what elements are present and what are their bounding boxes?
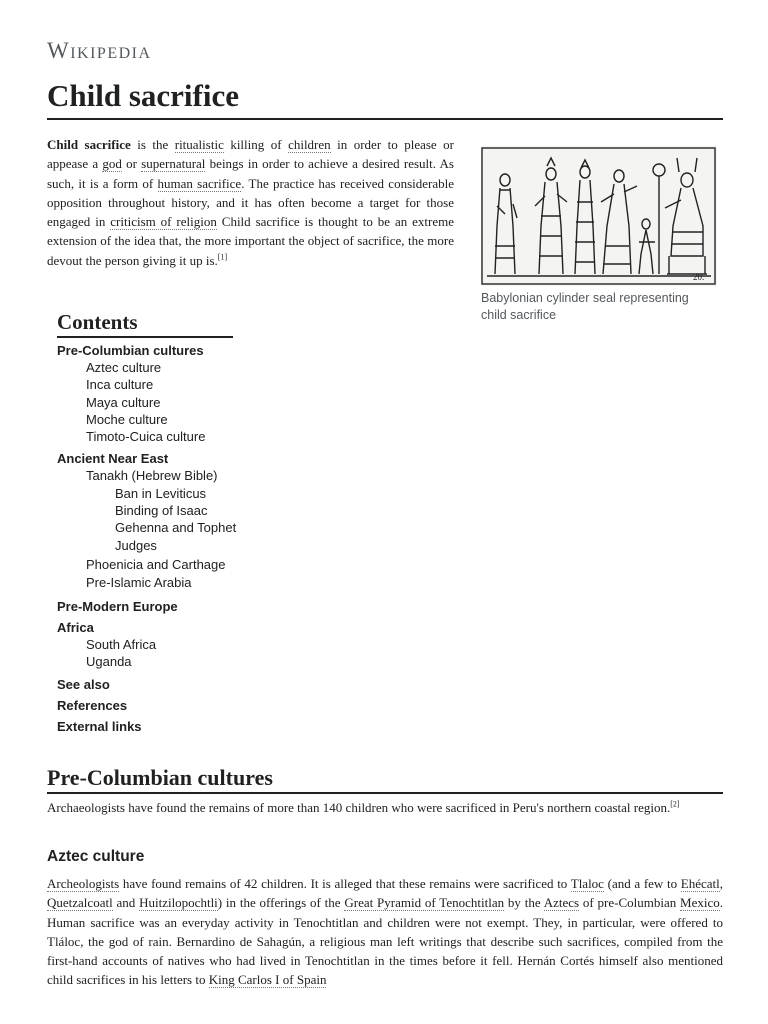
link-human-sacrifice[interactable]: human sacrifice — [157, 175, 242, 191]
toc-item-pre-islamic-arabia[interactable]: Pre-Islamic Arabia — [86, 575, 192, 591]
toc-item-pre-columbian-cultures[interactable]: Pre-Columbian cultures — [57, 343, 204, 358]
link-children[interactable]: children — [288, 137, 331, 152]
toc-item-timoto-cuica-culture[interactable]: Timoto-Cuica culture — [86, 429, 206, 445]
link-quetzalcoatl[interactable]: Quetzalcoatl — [47, 895, 113, 911]
toc-item-references[interactable]: References — [57, 698, 128, 714]
section-heading-pre-columbian-cultures: Pre-Columbian cultures — [47, 764, 723, 794]
toc-item-africa[interactable]: Africa — [57, 619, 94, 635]
link-ritualistic[interactable]: ritualistic — [174, 137, 224, 152]
intro-paragraph: Child sacrifice is the ritualistic killing of children in order to please or appease a god or supernatural beings in order to achieve a desired result. As such, it is a form of human sacrifice. The practice has received considerable opposition throughout history, and it has often become a target for those engaged in criticism of religion Child sacrifice is thought to be an extreme extension of the idea that, the more important the object of sacrifice, the more devout the person giving it up is.[1] — [47, 137, 455, 268]
figure-caption: Babylonian cylinder seal representing child sacrifice — [481, 291, 689, 322]
figure — [481, 146, 717, 324]
link-aztecs[interactable]: Aztecs — [543, 895, 580, 911]
toc-item-uganda[interactable]: Uganda — [86, 653, 132, 669]
toc-item-south-africa[interactable]: South Africa — [86, 636, 157, 652]
link-ehecatl[interactable]: Ehécatl — [680, 876, 720, 891]
link-huitzilopochtli[interactable]: Huitzilopochtli — [139, 895, 218, 911]
link-mexico[interactable]: Mexico — [680, 895, 720, 911]
toc-item-ancient-near-east[interactable]: Ancient Near East — [57, 451, 169, 467]
toc-item-moche-culture[interactable]: Moche culture — [86, 411, 168, 427]
toc-title: Contents — [57, 310, 233, 338]
link-great-pyramid-of-tenochtitlan[interactable]: Great Pyramid of Tenochtitlan — [344, 895, 505, 911]
toc-item-external-links[interactable]: External links — [57, 719, 142, 735]
link-god[interactable]: god — [102, 156, 122, 172]
toc-item-ban-in-leviticus[interactable]: Ban in Leviticus — [115, 485, 207, 501]
toc-item-judges[interactable]: Judges — [115, 537, 157, 553]
link-archeologists[interactable]: Archeologists — [47, 876, 120, 891]
link-supernatural[interactable]: supernatural — [141, 156, 206, 172]
toc-item-inca-culture[interactable]: Inca culture — [86, 377, 154, 393]
toc-item-binding-of-isaac[interactable]: Binding of Isaac — [115, 503, 208, 519]
toc-item-tanakh[interactable]: Tanakh (Hebrew Bible) — [86, 468, 218, 484]
reference-2[interactable]: [2] — [670, 799, 680, 809]
link-tlaloc[interactable]: Tlaloc — [570, 876, 604, 891]
toc-item-maya-culture[interactable]: Maya culture — [86, 394, 161, 410]
cylinder-seal-image[interactable] — [481, 146, 717, 286]
table-of-contents — [57, 310, 297, 735]
artist-mark: 20. — [693, 272, 705, 282]
page-title: Child sacrifice — [47, 74, 723, 120]
pre-columbian-paragraph: Archaeologists have found the remains of more than 140 children who were sacrificed in Peru's northern coastal region.[2] — [47, 799, 680, 815]
wikipedia-wordmark[interactable]: Wikipedia — [47, 38, 152, 63]
toc-item-see-also[interactable]: See also — [57, 677, 110, 693]
toc-item-aztec-culture[interactable]: Aztec culture — [86, 360, 162, 375]
link-criticism-of-religion[interactable]: criticism of religion — [110, 214, 217, 230]
bold-term: Child sacrifice — [47, 137, 131, 152]
link-king-carlos-i-of-spain[interactable]: King Carlos I of Spain — [208, 972, 327, 988]
section-heading-aztec-culture: Aztec culture — [47, 848, 145, 865]
toc-item-phoenicia-and-carthage[interactable]: Phoenicia and Carthage — [86, 556, 226, 572]
toc-item-pre-modern-europe[interactable]: Pre-Modern Europe — [57, 598, 178, 614]
aztec-paragraph: Archeologists have found remains of 42 children. It is alleged that these remains were sacrificed to Tlaloc (and a few to Ehécatl, Quetzalcoatl and Huitzilopochtli) in the offerings of the Great Pyramid of Tenochtitlan by the Aztecs of pre-Columbian Mexico. Human sacrifice was an everyday activity in Tenochtitlan and children were not exempt. They, in particular, were offered to Tláloc, the god of rain. Bernardino de Sahagún, a religious man left writings that describe such sacrifices, compiled from the first-hand accounts of natives who had lived in Tenochtitlan in the times before it fell. Hernán Cortés himself also mentioned child sacrifices in his letters to King Carlos I of Spain — [47, 876, 724, 988]
toc-item-gehenna-and-tophet[interactable]: Gehenna and Tophet — [115, 520, 237, 536]
reference-1[interactable]: [1] — [217, 252, 228, 262]
